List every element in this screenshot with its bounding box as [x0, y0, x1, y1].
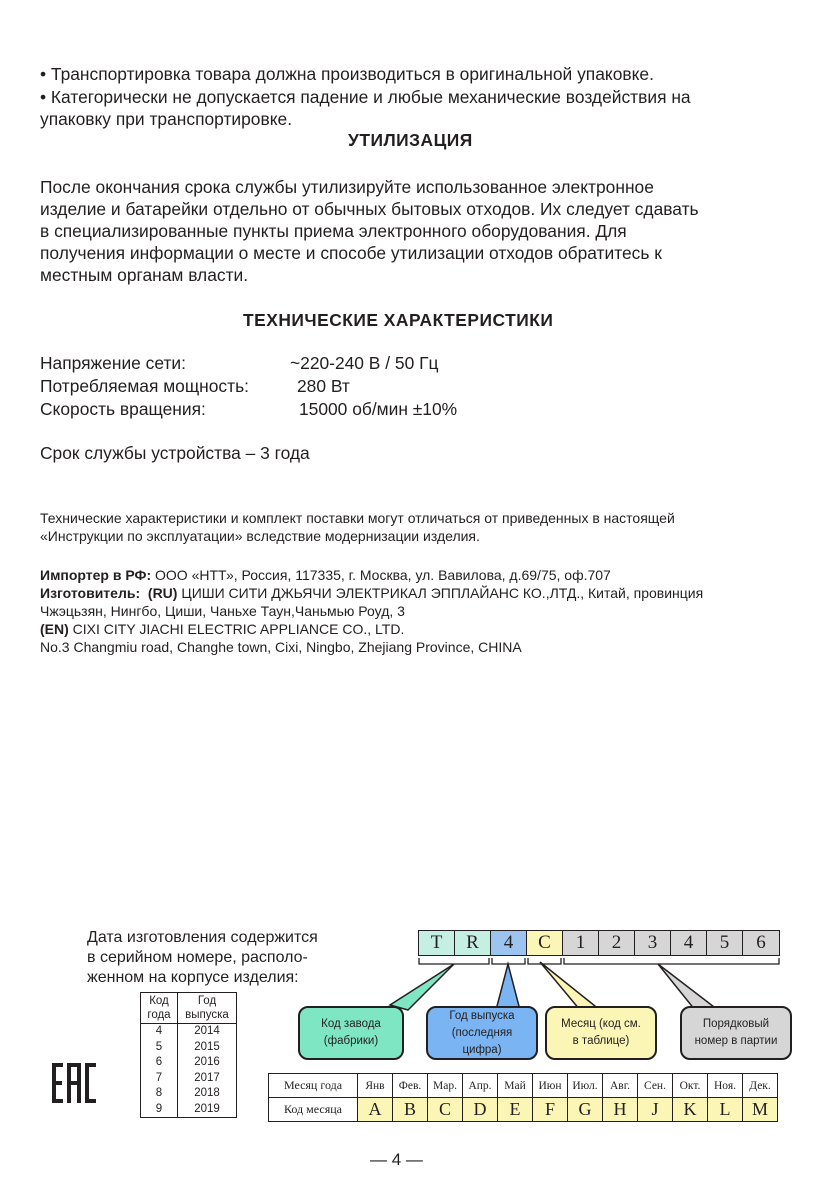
header-line: года [147, 1009, 171, 1021]
month-name: Ноя. [708, 1074, 743, 1098]
month-code-row-label: Код месяца [269, 1098, 358, 1122]
month-name: Сен. [638, 1074, 673, 1098]
header-line: выпуска [185, 1009, 229, 1021]
serial-char: 4 [671, 931, 707, 955]
serial-char: 6 [743, 931, 779, 955]
manufacturer-en-tag: (EN) [40, 621, 69, 637]
year-code-column [141, 1024, 178, 1118]
importer-text: ООО «НТТ», Россия, 117335, г. Москва, ул. Вавилова, д.69/75, оф.707 [151, 567, 611, 583]
year-code-table [140, 992, 237, 1118]
bubble-month-line: в таблице) [572, 1035, 630, 1047]
month-code: K [673, 1098, 708, 1122]
serial-char: C [527, 931, 563, 955]
manufacturer-ru-text-2: Чжэцьзян, Нингбо, Циши, Чаньхе Таун,Чаньмью Роуд, 3 [40, 603, 405, 619]
month-code: H [603, 1098, 638, 1122]
serial-char: 1 [563, 931, 599, 955]
pointer-year [496, 964, 520, 1010]
pointer-order [658, 964, 718, 1010]
transport-line-2: • Категорически не допускается падение и любые механические воздействия на [40, 87, 691, 107]
serial-info-line: Дата изготовления содержится [87, 929, 318, 946]
disposal-line: местным органам власти. [40, 265, 249, 285]
manufacturer-en-text: CIXI CITY JIACHI ELECTRIC APPLIANCE CO., LTD. [68, 621, 405, 637]
serial-char: R [455, 931, 491, 955]
bubble-order-line: Порядковый [702, 1018, 770, 1030]
serial-char: 5 [707, 931, 743, 955]
bracket-factory [419, 958, 489, 964]
year-table-header-year [178, 993, 237, 1024]
serial-info-line: женном на корпусе изделия: [87, 969, 299, 986]
spec-label-speed: Скорость вращения: [40, 399, 206, 419]
eac-logo [52, 1063, 96, 1103]
header-line: Код [149, 995, 169, 1007]
pointer-month [540, 962, 600, 1010]
month-name: Дек. [743, 1074, 778, 1098]
spec-value-voltage: ~220-240 В / 50 Гц [290, 353, 439, 373]
spec-value-speed: 15000 об/мин ±10% [299, 399, 458, 419]
spec-label-power: Потребляемая мощность: [40, 376, 249, 396]
year-value: 2019 [194, 1102, 220, 1115]
month-row-label: Месяц года [269, 1074, 358, 1098]
pointer-factory [390, 964, 454, 1010]
month-name: Апр. [463, 1074, 498, 1098]
service-life: Срок службы устройства – 3 года [40, 443, 310, 463]
page-number: — 4 — [370, 1150, 423, 1169]
month-name: Июл. [568, 1074, 603, 1098]
month-name: Июн [533, 1074, 568, 1098]
month-name: Фев. [393, 1074, 428, 1098]
month-name: Мар. [428, 1074, 463, 1098]
year-code: 5 [155, 1040, 163, 1053]
year-code: 8 [155, 1087, 163, 1099]
year-value: 2018 [194, 1087, 220, 1099]
bubble-month-line: Месяц (код см. [561, 1018, 641, 1030]
month-code: C [428, 1098, 463, 1122]
disposal-line: изделие и батарейки отдельно от обычных бытовых отходов. Их следует сдавать [40, 199, 699, 219]
bubble-month [545, 1006, 657, 1060]
bracket-order [564, 958, 779, 964]
bubble-year [426, 1006, 538, 1060]
disposal-line: После окончания срока службы утилизируйте использованное электронное [40, 177, 654, 197]
header-line: Год [197, 995, 217, 1007]
year-code: 9 [155, 1102, 163, 1115]
bubble-year-line: Год выпуска [449, 1009, 515, 1022]
spec-value-power: 280 Вт [297, 376, 350, 396]
month-code: M [743, 1098, 778, 1122]
month-code: J [638, 1098, 673, 1122]
bubble-order [680, 1006, 792, 1060]
serial-char: 3 [635, 931, 671, 955]
serial-char: 4 [491, 931, 527, 955]
importer-label: Импортер в РФ: [40, 567, 152, 583]
transport-line-3: упаковку при транспортировке. [40, 109, 293, 129]
bubble-factory [298, 1006, 404, 1060]
manufacturer-en-text-2: No.3 Changmiu road, Changhe town, Cixi, Ningbo, Zhejiang Province, CHINA [40, 639, 522, 655]
year-code: 7 [155, 1071, 163, 1084]
year-value: 2017 [194, 1071, 220, 1084]
bubble-year-line: (последняя [451, 1026, 513, 1039]
year-code: 4 [155, 1025, 163, 1037]
month-code: D [463, 1098, 498, 1122]
year-code: 6 [155, 1056, 163, 1068]
transport-line-1: • Транспортировка товара должна производиться в оригинальной упаковке. [40, 64, 654, 84]
month-name: Янв [358, 1074, 393, 1098]
month-name: Май [498, 1074, 533, 1098]
spec-label-voltage: Напряжение сети: [40, 353, 186, 373]
month-code: F [533, 1098, 568, 1122]
month-code: G [568, 1098, 603, 1122]
page-number-value: 4 [391, 1150, 402, 1169]
month-code: E [498, 1098, 533, 1122]
year-value: 2015 [194, 1040, 220, 1053]
month-name: Окт. [673, 1074, 708, 1098]
year-value-column [178, 1024, 237, 1118]
specs-heading: ТЕХНИЧЕСКИЕ ХАРАКТЕРИСТИКИ [243, 310, 554, 330]
serial-char: T [419, 931, 455, 955]
notice-line-1: Технические характеристики и комплект поставки могут отличаться от приведенных в настоящей [40, 510, 675, 526]
manufacturer-ru-tag: (RU) [147, 585, 178, 601]
disposal-line: получения информации о месте и способе утилизации отходов обратитесь к [40, 243, 662, 263]
year-table-header-code [141, 993, 178, 1024]
serial-info-line: в серийном номере, располо- [87, 949, 308, 966]
bubble-order-line: номер в партии [694, 1035, 778, 1047]
disposal-heading: УТИЛИЗАЦИЯ [348, 130, 473, 150]
manufacturer-ru-text: ЦИШИ СИТИ ДЖЬЯЧИ ЭЛЕКТРИКАЛ ЭППЛАЙАНС КО.,ЛТД., Китай, провинция [177, 585, 704, 601]
year-value: 2014 [194, 1025, 220, 1037]
bubble-factory-line: Код завода [321, 1018, 381, 1030]
disposal-line: в специализированные пункты приема электронного оборудования. Для [40, 221, 627, 241]
serial-char: 2 [599, 931, 635, 955]
notice-line-2: «Инструкции по эксплуатации» вследствие модернизации изделия. [40, 528, 480, 544]
bracket-month [528, 958, 561, 964]
year-value: 2016 [194, 1056, 220, 1068]
month-code: A [358, 1098, 393, 1122]
bubble-factory-line: (фабрики) [323, 1035, 379, 1047]
manufacturer-label: Изготовитель: [40, 585, 141, 601]
month-name: Авг. [603, 1074, 638, 1098]
bubble-year-line: цифра) [462, 1043, 502, 1056]
month-code: B [393, 1098, 428, 1122]
month-code-table [268, 1073, 778, 1122]
month-code: L [708, 1098, 743, 1122]
